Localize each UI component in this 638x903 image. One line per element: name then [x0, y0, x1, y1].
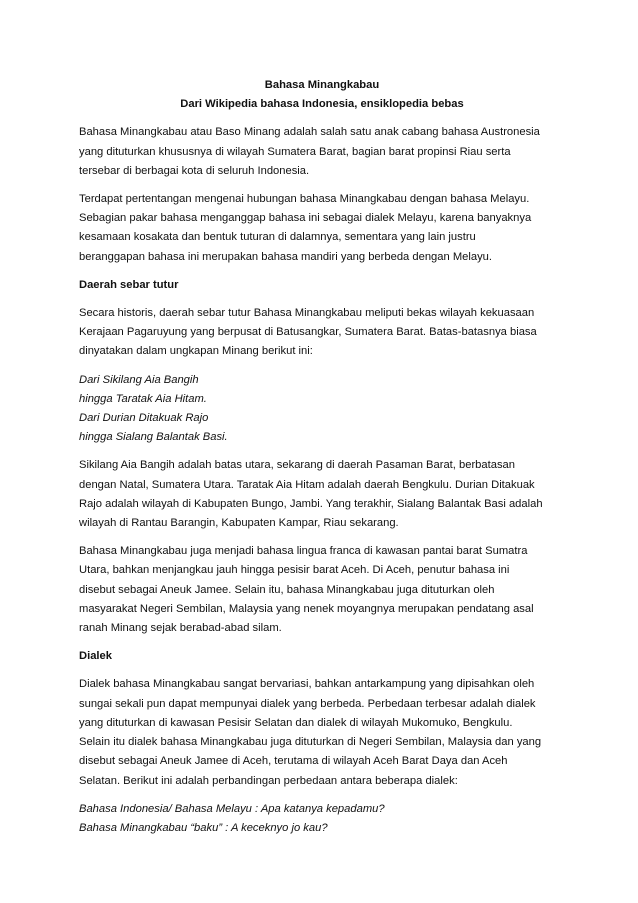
text-line: Rajo adalah wilayah di Kabupaten Bungo, Jambi. Yang terakhir, Sialang Balantak Basi adalah: [79, 497, 543, 510]
paragraph-dialek: [79, 675, 565, 790]
text-line: Dialek bahasa Minangkabau sangat bervariasi, bahkan antarkampung yang dipisahkan oleh: [79, 678, 535, 691]
text-line: Utara, bahkan menjangkau jauh hingga pesisir barat Aceh. Di Aceh, penutur bahasa ini: [79, 564, 510, 577]
heading-daerah-sebar-tutur: Daerah sebar tutur: [79, 278, 179, 291]
text-line: kesamaan kosakata dan bentuk tuturan di dalamnya, sementara yang lain justru: [79, 231, 476, 244]
text-line: dinyatakan dalam ungkapan Minang berikut ini:: [79, 345, 313, 358]
text-line: Bahasa Minangkabau juga menjadi bahasa lingua franca di kawasan pantai barat Sumatra: [79, 545, 528, 558]
text-line: Bahasa Minangkabau atau Baso Minang adalah salah satu anak cabang bahasa Austronesia: [79, 126, 540, 139]
paragraph-intro-2: [79, 190, 565, 267]
dialect-example-line: Bahasa Indonesia/ Bahasa Melayu : Apa katanya kepadamu?: [79, 802, 385, 815]
text-line: Sikilang Aia Bangih adalah batas utara, sekarang di daerah Pasaman Barat, berbatasan: [79, 459, 515, 472]
text-line: disebut sebagai Aneuk Jamee di Aceh, terutama di wilayah Aceh Barat Daya dan Aceh: [79, 755, 508, 768]
text-line: tersebar di berbagai kota di seluruh Indonesia.: [79, 164, 310, 177]
text-line: Kerajaan Pagaruyung yang berpusat di Batusangkar, Sumatera Barat. Batas-batasnya biasa: [79, 326, 537, 339]
text-line: Terdapat pertentangan mengenai hubungan bahasa Minangkabau dengan bahasa Melayu.: [79, 193, 530, 206]
text-line: ranah Minang sejak berabad-abad silam.: [79, 622, 282, 635]
text-line: Secara historis, daerah sebar tutur Bahasa Minangkabau meliputi bekas wilayah kekuasaan: [79, 307, 535, 320]
text-line: yang dituturkan khususnya di wilayah Sumatera Barat, bagian barat propinsi Riau serta: [79, 145, 511, 158]
text-line: Selatan. Berikut ini adalah perbandingan perbedaan antara beberapa dialek:: [79, 774, 458, 787]
verse-line: Dari Durian Ditakuak Rajo: [79, 412, 209, 425]
text-line: beranggapan bahasa ini merupakan bahasa mandiri yang berbeda dengan Melayu.: [79, 250, 492, 263]
document-page: [79, 76, 565, 838]
text-line: disebut sebagai Aneuk Jamee. Selain itu, bahasa Minangkabau juga dituturkan oleh: [79, 583, 495, 596]
text-line: Selain itu dialek bahasa Minangkabau juga dituturkan di Negeri Sembilan, Malaysia dan yang: [79, 736, 542, 749]
paragraph-batas: [79, 456, 565, 533]
paragraph-intro-1: [79, 123, 565, 181]
paragraph-daerah: [79, 304, 565, 362]
verse-line: hingga Sialang Balantak Basi.: [79, 431, 228, 444]
verse-line: Dari Sikilang Aia Bangih: [79, 373, 199, 386]
text-line: wilayah di Rantau Barangin, Kabupaten Kampar, Riau sekarang.: [79, 517, 399, 530]
dialect-example-line: Bahasa Minangkabau “baku” : A keceknyo jo kau?: [79, 821, 328, 834]
document-title: Bahasa Minangkabau: [264, 79, 380, 91]
text-line: yang dituturkan di kawasan Pesisir Selatan dan dialek di wilayah Mukomuko, Bengkulu.: [79, 716, 513, 729]
document-subtitle: Dari Wikipedia bahasa Indonesia, ensiklopedia bebas: [180, 98, 464, 111]
text-line: dengan Natal, Sumatera Utara. Taratak Aia Hitam adalah daerah Bengkulu. Durian Ditakuak: [79, 478, 535, 491]
paragraph-lingua-franca: [79, 542, 565, 638]
heading-dialek: Dialek: [79, 650, 112, 663]
verse-line: hingga Taratak Aia Hitam.: [79, 392, 207, 405]
text-line: Sebagian pakar bahasa menganggap bahasa ini sebagai dialek Melayu, karena banyaknya: [79, 212, 532, 225]
dialect-examples: [79, 800, 565, 838]
minang-verse: [79, 371, 565, 448]
text-line: masyarakat Negeri Sembilan, Malaysia yang nenek moyangnya merupakan pendatang asal: [79, 602, 534, 615]
text-line: sungai sekali pun dapat mempunyai dialek yang berbeda. Perbedaan terbesar adalah dialek: [79, 697, 536, 710]
